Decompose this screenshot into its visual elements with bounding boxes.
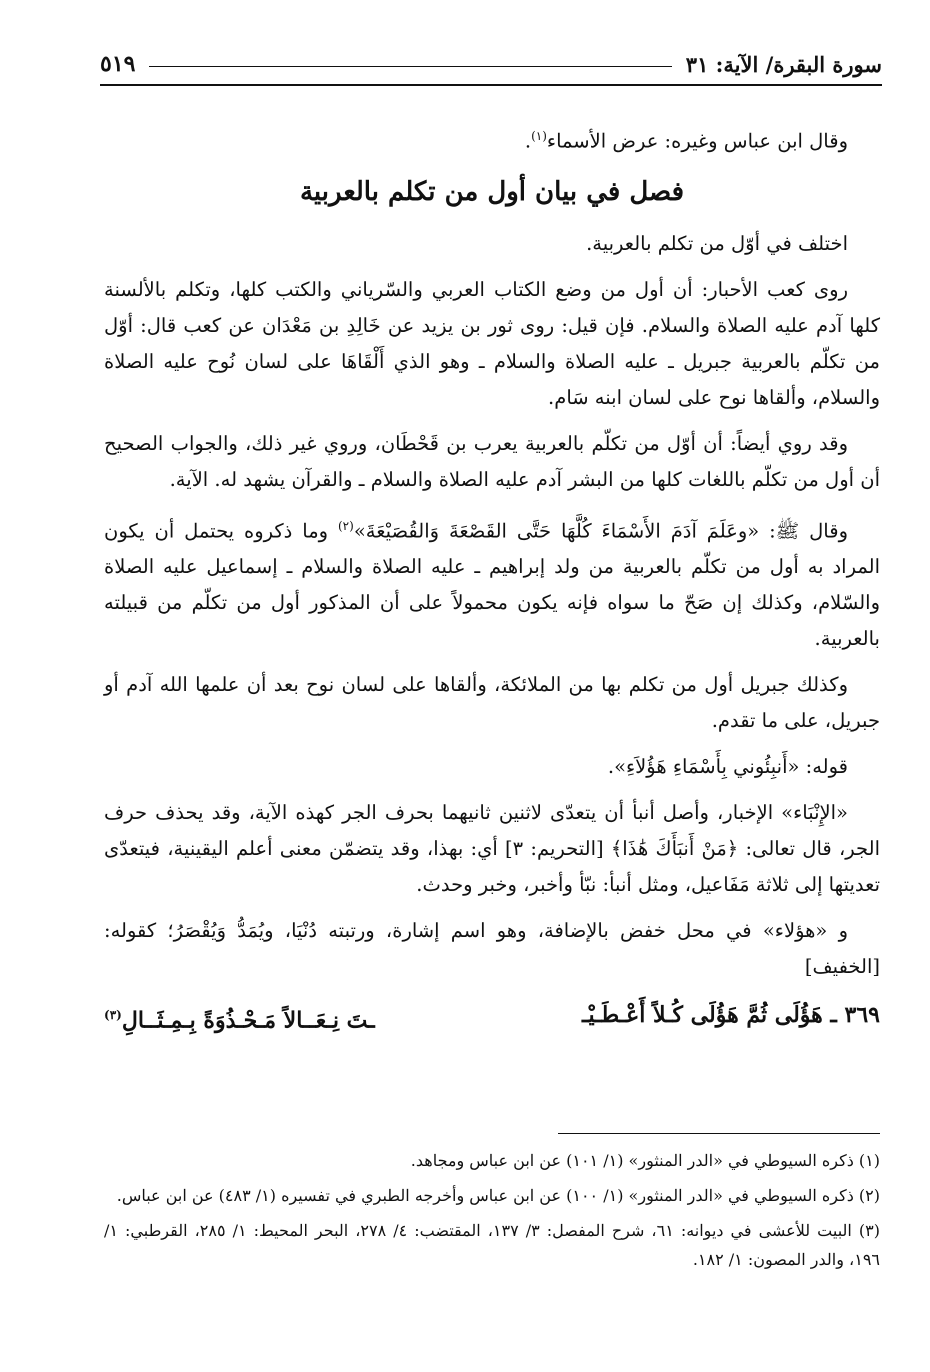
header-rule	[149, 66, 671, 67]
footnotes	[104, 1146, 880, 1280]
surah-verse-title: سورة البقرة/ الآية: ٣١	[685, 51, 882, 77]
running-header	[100, 44, 882, 86]
paragraph-8: و «هؤلاء» في محل خفض بالإضافة، وهو اسم إشارة، ورتبته دُنْيَا، ويُمَدُّ وَيُقْصَرُ؛ كقوله: [الخفيف]	[104, 919, 880, 978]
paragraph-2: روى كعب الأحبار: أن أول من وضع الكتاب العربي والسّرياني والكتب كلها، وتكلم بالألسنة كلها آدم عليه الصلاة والسلام. فإن قيل: روى ثور بن يزيد عن خَالِدِ بن مَعْدَان عن كعب قال: أوّل من تكلّم بالعربية جبريل ـ عليه الصلاة والسلام ـ وهو الذي أَلْقَاهَا على لسان نُوح عليه الصلاة والسلام، وألقاها نوح على لسان ابنه سَام.	[104, 277, 880, 409]
poetry-verse	[104, 997, 880, 1038]
intro-paragraph: وقال ابن عباس وغيره: عرض الأسماء$^{(١)}$.	[524, 129, 848, 153]
paragraph-5: وكذلك جبريل أول من تكلم بها من الملائكة، وألقاها على لسان نوح بعد أن علمها الله آدم أو جبريل، على ما تقدم.	[104, 673, 880, 732]
verse-first-hemistich: ٣٦٩ ـ هَؤُلَى ثُمَّ هَؤُلَى كُـلاً أَعْـطَـيْـ	[582, 1002, 880, 1028]
footnote-1: (١) ذكره السيوطي في «الدر المنثور» (١/ ١٠١) عن ابن عباس ومجاهد.	[410, 1151, 880, 1170]
section-heading: فصل في بيان أول من تكلم بالعربية	[299, 176, 685, 207]
footnote-2: (٢) ذكره السيوطي في «الدر المنثور» (١/ ١٠٠) عن ابن عباس وأخرجه الطبري في تفسيره (١/ ٤٨٣) عن ابن عباس.	[116, 1186, 880, 1205]
paragraph-7: «الإِنْبَاء» الإخبار، وأصل أنبأ أن يتعدّى لاثنين ثانيهما بحرف الجر كهذه الآية، وقد يحذف حرف الجر، قال تعالى: ﴿مَنْ أَنبَأَكَ هَٰذَا﴾ [التحريم: ٣] أي: بهذا، وقد يتضمّن معنى أعلم اليقينية، فيتعدّى تعديتها إلى ثلاثة مَفَاعيل، ومثل أنبأ: نبّأ وأخبر، وخبر وحدث.	[104, 801, 880, 896]
footnote-ref-2: (٢)	[337, 518, 354, 533]
main-text	[104, 118, 880, 1038]
paragraph-6: قوله: «أَنبِئُوني بِأَسْمَاءِ هَؤُلاَءِ».	[607, 755, 848, 778]
footnote-ref-3: (٣)	[104, 1008, 122, 1022]
verse-second-hemistich: ـتَ نِـعَــالاً مَـحْـذُوَةً بِـمِـثَــالِ$^{(٣)}$	[104, 1007, 375, 1034]
footnote-ref-1: (١)	[531, 129, 547, 143]
paragraph-4: وقال ﷺ: «وعَلَمَ آدَمَ الأَسْمَاءَ كُلَّهَا حَتَّى القَصْعَةَ وَالقُصَيْعَةَ»$^{(٢)}$ وما ذكروه يحتمل أن يكون المراد به أول من تكلّم بالعربية من ولد إبراهيم ـ عليه الصلاة والسلام ـ إسماعيل عليه الصلاة والسّلام، وكذلك إن صَحّ ما سواه فإنه يكون محمولاً على أن المذكور أول من تكلّم من قبيلته بالعربية.	[104, 518, 880, 650]
paragraph-3: وقد روي أيضاً: أن أوّل من تكلّم بالعربية يعرب بن قَحْطَان، وروي غير ذلك، والجواب الصحيح أن أول من تكلّم باللغات كلها من البشر آدم عليه الصلاة والسلام ـ والقرآن يشهد له. الآية.	[104, 431, 880, 491]
paragraph-1: اختلف في أوّل من تكلم بالعربية.	[586, 231, 848, 255]
footnote-3: (٣) البيت للأعشى في ديوانه: ٦١، شرح المفصل: ٣/ ١٣٧، المقتضب: ٤/ ٢٧٨، البحر المحيط: ١/ ٢٨٥، القرطبي: ١/ ١٩٦، والدر المصون: ١/ ١٨٢.	[104, 1221, 880, 1269]
footnote-separator	[558, 1133, 880, 1134]
page-number: ٥١٩	[100, 51, 136, 77]
